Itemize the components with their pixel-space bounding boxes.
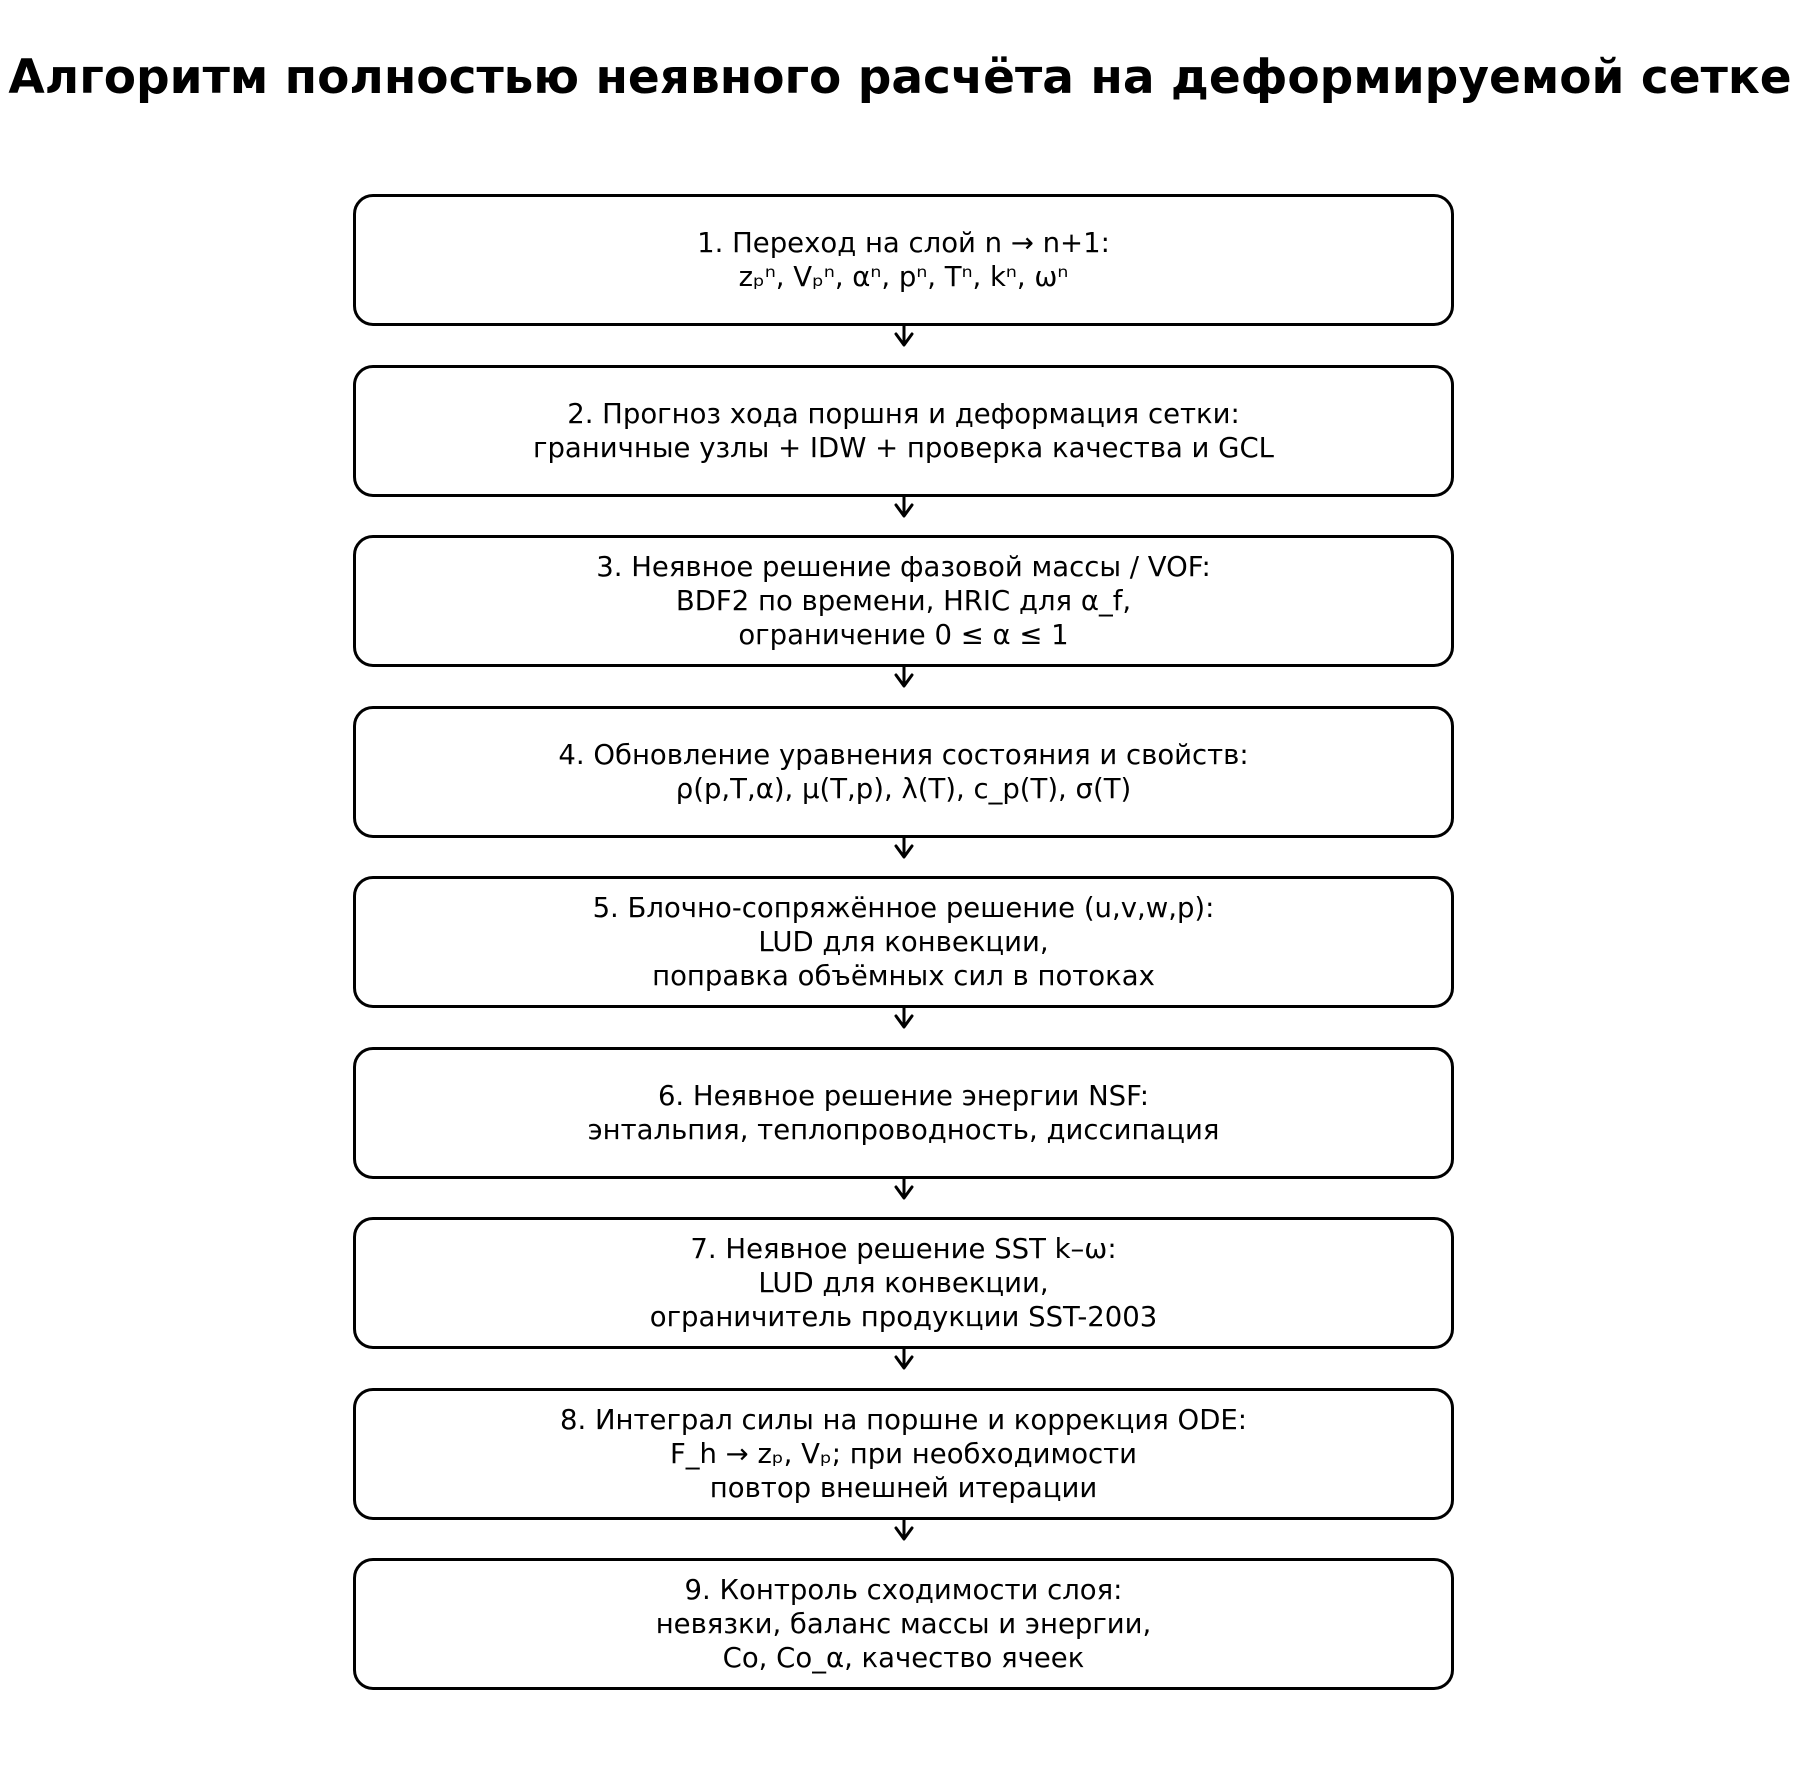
step-5-line-2: LUD для конвекции, — [758, 926, 1049, 958]
step-7-box — [353, 1217, 1454, 1349]
step-6-line-1: 6. Неявное решение энергии NSF: — [657, 1080, 1150, 1112]
step-7-line-2: LUD для конвекции, — [758, 1267, 1049, 1299]
step-9-box — [353, 1558, 1454, 1690]
step-2-line-1: 2. Прогноз хода поршня и деформация сетки: — [567, 398, 1240, 430]
step-1-box — [353, 194, 1454, 326]
step-6-line-2: энтальпия, теплопроводность, диссипация — [587, 1114, 1220, 1146]
step-5-line-3: поправка объёмных сил в потоках — [652, 960, 1155, 992]
step-8-line-1: 8. Интеграл силы на поршне и коррекция ODE: — [559, 1404, 1248, 1436]
arrow-down-icon — [884, 496, 924, 518]
diagram-title: Алгоритм полностью неявного расчёта на деформируемой сетке — [8, 50, 1792, 105]
step-8-box — [353, 1388, 1454, 1520]
arrow-down-icon — [884, 666, 924, 688]
step-8-line-2: F_h → zₚ, Vₚ; при необходимости — [669, 1438, 1138, 1470]
step-3-box — [353, 535, 1454, 667]
step-2-box — [353, 365, 1454, 497]
step-8-line-3: повтор внешней итерации — [709, 1472, 1098, 1504]
step-4-box — [353, 706, 1454, 838]
step-7-line-1: 7. Неявное решение SST k–ω: — [690, 1233, 1117, 1265]
arrow-down-icon — [884, 1519, 924, 1541]
step-1-line-2: zₚⁿ, Vₚⁿ, αⁿ, pⁿ, Tⁿ, kⁿ, ωⁿ — [738, 261, 1069, 293]
step-4-line-2: ρ(p,T,α), μ(T,p), λ(T), c_p(T), σ(T) — [675, 773, 1132, 805]
arrow-down-icon — [884, 1007, 924, 1029]
arrow-down-icon — [884, 837, 924, 859]
step-1-line-1: 1. Переход на слой n → n+1: — [697, 227, 1110, 259]
step-7-line-3: ограничитель продукции SST-2003 — [649, 1301, 1158, 1333]
step-3-line-2: BDF2 по времени, HRIC для α_f, — [675, 585, 1132, 617]
arrow-down-icon — [884, 1348, 924, 1370]
step-4-line-1: 4. Обновление уравнения состояния и свойств: — [558, 739, 1249, 771]
step-9-line-2: невязки, баланс массы и энергии, — [655, 1608, 1152, 1640]
step-3-line-3: ограничение 0 ≤ α ≤ 1 — [738, 619, 1069, 651]
step-5-box — [353, 876, 1454, 1008]
step-9-line-1: 9. Контроль сходимости слоя: — [684, 1574, 1123, 1606]
step-3-line-1: 3. Неявное решение фазовой массы / VOF: — [596, 551, 1211, 583]
step-5-line-1: 5. Блочно-сопряжённое решение (u,v,w,p): — [592, 892, 1215, 924]
step-9-line-3: Co, Co_α, качество ячеек — [722, 1642, 1085, 1674]
arrow-down-icon — [884, 325, 924, 347]
step-6-box — [353, 1047, 1454, 1179]
step-2-line-2: граничные узлы + IDW + проверка качества и GCL — [533, 432, 1274, 464]
arrow-down-icon — [884, 1178, 924, 1200]
